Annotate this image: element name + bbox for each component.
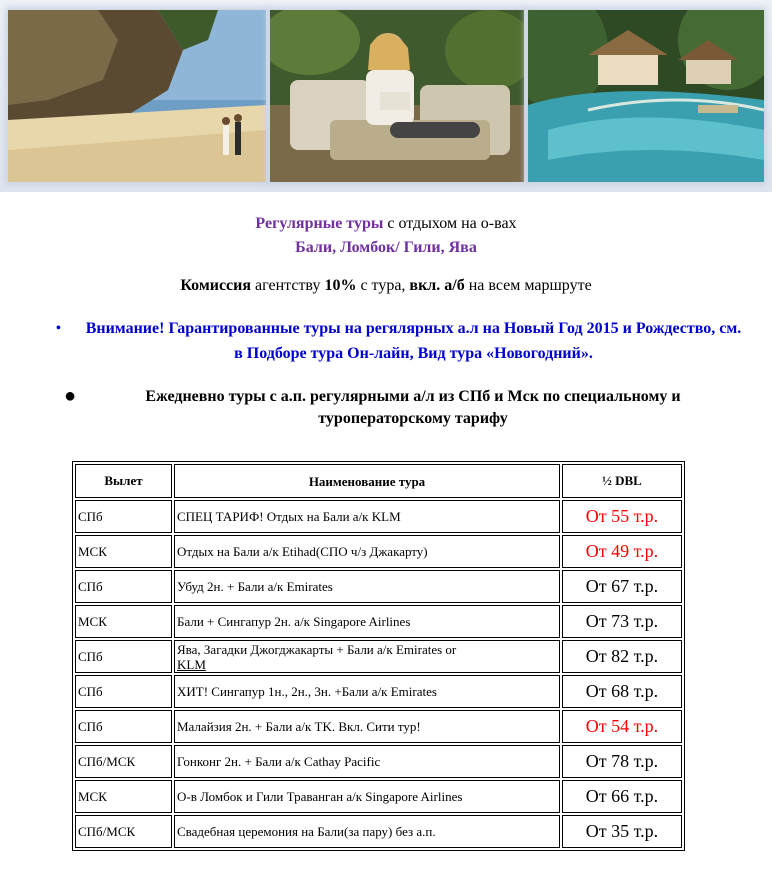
price-cell: От 35 т.р.: [562, 815, 682, 848]
price-cell: От 73 т.р.: [562, 605, 682, 638]
tours-table: [72, 461, 685, 851]
reading-woman-photo: [270, 10, 524, 182]
tour-name: Бали + Сингапур 2н. а/к Singapore Airlines: [177, 614, 411, 629]
table-row: [75, 710, 682, 743]
table-row: [75, 535, 682, 568]
departure-cell: СПб: [75, 710, 172, 743]
tour-name: Отдых на Бали а/к Etihad(СПО ч/з Джакарту): [177, 544, 428, 559]
commission-text-2: с тура,: [356, 277, 410, 294]
tour-name-cell: [174, 780, 560, 813]
bullet-icon: ●: [64, 385, 77, 407]
table-row: [75, 780, 682, 813]
commission-line: [0, 276, 772, 296]
departure-cell: МСК: [75, 535, 172, 568]
tour-name: Малайзия 2н. + Бали а/к TK. Вкл. Сити тур!: [177, 719, 421, 734]
daily-text: Ежедневно туры с а.п. регулярными а/л из СПб и Мск по специальному и туроператорскому тарифу: [145, 388, 681, 427]
table-row: [75, 675, 682, 708]
headline-highlight: Регулярные туры: [255, 215, 384, 232]
table-row: [75, 605, 682, 638]
header-price: ½ DBL: [562, 464, 682, 498]
departure-cell: СПб: [75, 500, 172, 533]
header-departure: Вылет: [75, 464, 172, 498]
beach-cliff-photo: [8, 10, 266, 182]
tour-name-cell: [174, 640, 560, 673]
departure-cell: МСК: [75, 780, 172, 813]
price-cell: От 54 т.р.: [562, 710, 682, 743]
price-cell: От 66 т.р.: [562, 780, 682, 813]
tour-name: Убуд 2н. + Бали а/к Emirates: [177, 579, 333, 594]
headline-islands: Бали, Ломбок/ Гили, Ява: [295, 239, 477, 256]
departure-cell: СПб/МСК: [75, 745, 172, 778]
price-cell: От 55 т.р.: [562, 500, 682, 533]
tour-name-cell: [174, 605, 560, 638]
departure-cell: СПб/МСК: [75, 815, 172, 848]
bullet-icon: •: [56, 321, 61, 336]
tour-name-cell: [174, 815, 560, 848]
table-row: [75, 640, 682, 673]
price-cell: От 82 т.р.: [562, 640, 682, 673]
new-year-notice: [56, 316, 746, 366]
commission-incl: вкл. а/б: [409, 277, 465, 294]
tour-name: О-в Ломбок и Гили Траванган а/к Singapore Airlines: [177, 789, 463, 804]
tour-name: Свадебная церемония на Бали(за пару) без а.п.: [177, 824, 436, 839]
tour-name-cell: [174, 710, 560, 743]
table-header-row: [75, 464, 682, 498]
tour-name: СПЕЦ ТАРИФ! Отдых на Бали а/к KLM: [177, 509, 401, 524]
daily-tours-line: [62, 386, 742, 430]
table-row: [75, 570, 682, 603]
tour-name-link[interactable]: KLM: [177, 656, 206, 672]
price-cell: От 49 т.р.: [562, 535, 682, 568]
departure-cell: СПб: [75, 570, 172, 603]
price-cell: От 68 т.р.: [562, 675, 682, 708]
commission-label: Комиссия: [180, 277, 252, 294]
price-cell: От 78 т.р.: [562, 745, 682, 778]
commission-percent: 10%: [324, 277, 357, 294]
tour-name-cell: [174, 570, 560, 603]
tour-name-cell: [174, 675, 560, 708]
tour-name: Ява, Загадки Джогджакарты + Бали а/к Emirates or: [177, 641, 457, 657]
commission-text-3: на всем маршруте: [464, 277, 592, 294]
resort-pool-photo: [528, 10, 764, 182]
tour-name-cell: [174, 745, 560, 778]
departure-cell: МСК: [75, 605, 172, 638]
table-row: [75, 500, 682, 533]
tour-name-cell: [174, 535, 560, 568]
notice-text: Внимание! Гарантированные туры на регялярных а.л на Новый Год 2015 и Рождество, см. в Подборе тура Он-лайн, Вид тура «Новогодний».: [85, 320, 742, 362]
photo-banner: [0, 0, 772, 192]
departure-cell: СПб: [75, 640, 172, 673]
headline: [0, 212, 772, 260]
price-cell: От 67 т.р.: [562, 570, 682, 603]
table-row: [75, 815, 682, 848]
tour-name: Гонконг 2н. + Бали а/к Cathay Pacific: [177, 754, 381, 769]
header-tour-name: Наименование тура: [174, 464, 560, 498]
headline-rest: с отдыхом на о-вах: [383, 215, 517, 232]
tour-name: ХИТ! Сингапур 1н., 2н., 3н. +Бали а/к Emirates: [177, 684, 437, 699]
departure-cell: СПб: [75, 675, 172, 708]
tour-name-cell: [174, 500, 560, 533]
table-row: [75, 745, 682, 778]
commission-text-1: агентству: [251, 277, 325, 294]
